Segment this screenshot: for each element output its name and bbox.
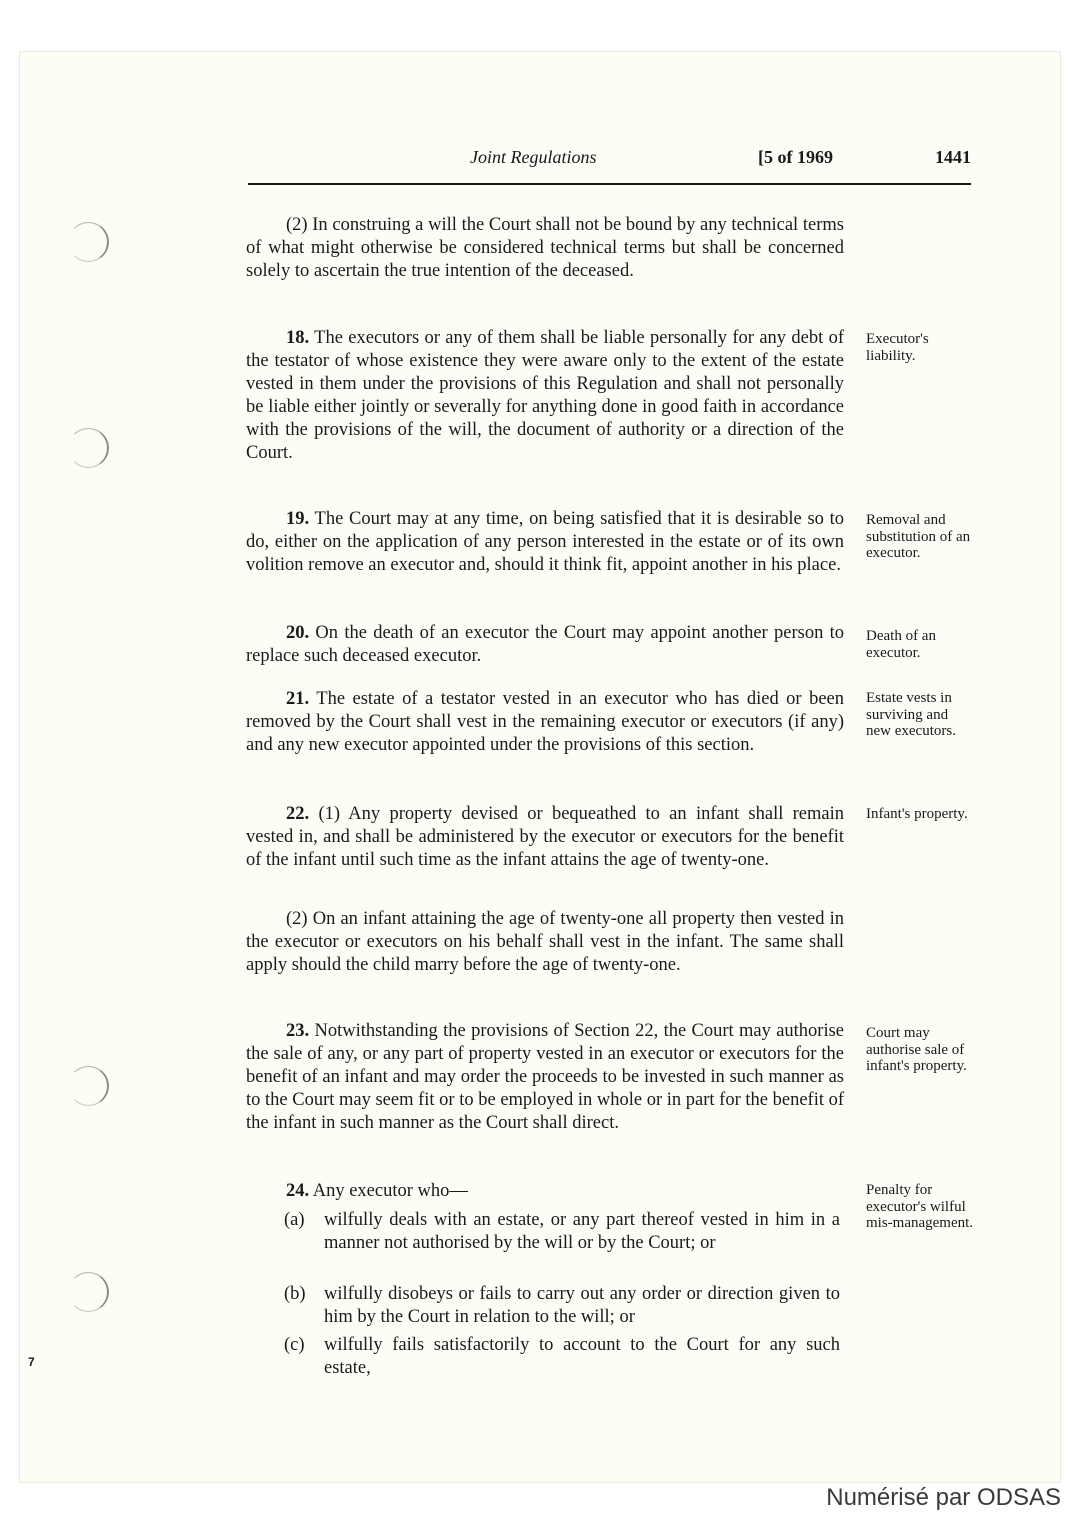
margin-note-24: Penalty for executor's wilful mis-management.	[866, 1182, 974, 1231]
binder-hole-icon	[68, 222, 109, 262]
section-number: 19.	[286, 509, 310, 529]
margin-note-20: Death of an executor.	[866, 628, 936, 661]
header-rule	[248, 183, 971, 185]
section-23	[246, 1020, 844, 1135]
binder-hole-icon	[68, 428, 109, 468]
section-number: 21.	[286, 689, 310, 709]
section-text: On the death of an executor the Court may appoint another person to replace such deceased executor.	[246, 623, 844, 666]
margin-note-21: Estate vests in surviving and new executors.	[866, 690, 956, 739]
section-18	[246, 327, 844, 465]
section-24	[246, 1180, 844, 1203]
header-act: [5 of 1969	[758, 147, 833, 167]
section-22-1	[246, 803, 844, 872]
margin-note-23: Court may authorise sale of infant's property.	[866, 1025, 967, 1074]
page-marker: 7	[28, 1355, 35, 1369]
section-number: 18.	[286, 328, 310, 348]
running-header	[248, 145, 971, 175]
section-text: The Court may at any time, on being satisfied that it is desirable so to do, either on the application of any person interested in the estate or of its own volition remove an executor and, should it think fit, appoint another in his place.	[246, 509, 845, 575]
digitization-watermark: Numérisé par ODSAS	[826, 1484, 1061, 1511]
section-number: 24.	[286, 1181, 310, 1201]
margin-note-18: Executor's liability.	[866, 331, 929, 364]
section-20	[246, 622, 844, 668]
page-number: 1441	[935, 147, 971, 167]
binder-hole-icon	[68, 1066, 109, 1106]
header-title: Joint Regulations	[470, 147, 597, 167]
section-text: Any executor who—	[312, 1181, 468, 1201]
section-19	[246, 508, 844, 577]
section-text: The executors or any of them shall be liable personally for any debt of the testator of whose existence they were aware only to the extent of the estate vested in them under the provisions of this Regulation and shall not personally be liable either jointly or severally for anything done in good faith in accordance with the provisions of the will, the document of authority or a direction of the Court.	[246, 328, 844, 463]
section-text: (1) Any property devised or bequeathed to an infant shall remain vested in, and shall be administered by the executor or executors for the benefit of the infant until such time as the infant attains the age of twenty-one.	[246, 804, 845, 870]
section-text: The estate of a testator vested in an executor who has died or been removed by the Court shall vest in the remaining executor or executors (if any) and any new executor appointed under the provisions of this section.	[246, 689, 844, 755]
section-number: 23.	[286, 1021, 310, 1041]
section-text: Notwithstanding the provisions of Section 22, the Court may authorise the sale of any, or any part of property vested in an executor or executors for the benefit of an infant and may order the proceeds to be invested in such manner as to the Court may seem fit or to be employed in whole or in part for the benefit of the infant in such manner as the Court shall direct.	[246, 1021, 845, 1133]
binder-hole-icon	[68, 1272, 109, 1312]
margin-note-22: Infant's property.	[866, 806, 968, 822]
section-21	[246, 688, 844, 757]
section-number: 22.	[286, 804, 310, 824]
section-22-2: (2) On an infant attaining the age of twenty-one all property then vested in the executor or executors on his behalf shall vest in the infant. The same shall apply should the child marry before the age of twenty-one.	[246, 909, 844, 975]
paragraph-17-2: (2) In construing a will the Court shall not be bound by any technical terms of what might otherwise be considered technical terms but shall be concerned solely to ascertain the true intention of the deceased.	[246, 215, 844, 281]
section-number: 20.	[286, 623, 310, 643]
margin-note-19: Removal and substitution of an executor.	[866, 512, 971, 561]
